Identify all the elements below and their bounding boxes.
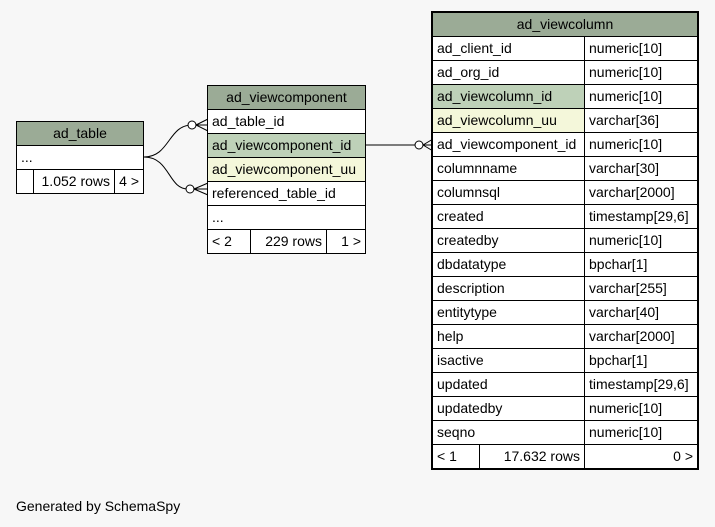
column-name: entitytype <box>433 301 584 324</box>
column-name: seqno <box>433 421 584 444</box>
column-type: varchar[36] <box>585 109 697 132</box>
table-row[interactable] <box>208 134 365 157</box>
footer-children: 0 > <box>585 445 697 468</box>
column-name: ad_viewcomponent_id <box>208 134 365 157</box>
table-row[interactable] <box>433 37 697 60</box>
edge-optional-marker <box>415 141 423 149</box>
footer-children: 1 > <box>327 230 365 253</box>
edge-crowfoot <box>194 183 208 195</box>
column-name: ad_viewcomponent_id <box>433 133 584 156</box>
table-title[interactable]: ad_table <box>17 122 143 145</box>
table-row[interactable] <box>433 133 697 156</box>
table-row[interactable] <box>433 61 697 84</box>
generated-by-label: Generated by SchemaSpy <box>16 498 181 514</box>
table-row[interactable] <box>433 325 697 348</box>
column-type: numeric[10] <box>585 397 697 420</box>
column-name: ad_org_id <box>433 61 584 84</box>
table-row[interactable] <box>433 109 697 132</box>
table-row[interactable] <box>433 253 697 276</box>
column-name: help <box>433 325 584 348</box>
footer-rows: 229 rows <box>251 230 326 253</box>
edge-optional-marker <box>188 121 196 129</box>
column-type: bpchar[1] <box>585 349 697 372</box>
table-title[interactable]: ad_viewcomponent <box>208 86 365 109</box>
table-row[interactable] <box>433 157 697 180</box>
column-name: created <box>433 205 584 228</box>
column-type: timestamp[29,6] <box>585 373 697 396</box>
table-row[interactable] <box>433 229 697 252</box>
column-name: ad_client_id <box>433 37 584 60</box>
column-ellipsis: ... <box>17 146 143 169</box>
column-type: numeric[10] <box>585 421 697 444</box>
edge-optional-marker <box>186 185 194 193</box>
table-row[interactable] <box>433 181 697 204</box>
footer-parents <box>17 170 33 193</box>
column-name: referenced_table_id <box>208 182 365 205</box>
column-type: numeric[10] <box>585 133 697 156</box>
column-type: bpchar[1] <box>585 253 697 276</box>
edge-referenced-table <box>144 157 188 189</box>
column-type: numeric[10] <box>585 61 697 84</box>
column-name: columnname <box>433 157 584 180</box>
column-type: varchar[2000] <box>585 325 697 348</box>
column-name: updatedby <box>433 397 584 420</box>
column-ellipsis: ... <box>208 206 365 229</box>
column-name: ad_viewcolumn_id <box>433 85 584 108</box>
footer-rows: 17.632 rows <box>480 445 584 468</box>
column-name: dbdatatype <box>433 253 584 276</box>
column-type: timestamp[29,6] <box>585 205 697 228</box>
column-name: isactive <box>433 349 584 372</box>
table-row[interactable] <box>433 301 697 324</box>
column-type: varchar[30] <box>585 157 697 180</box>
table-row[interactable] <box>433 349 697 372</box>
footer-rows: 1.052 rows <box>34 170 114 193</box>
column-name: createdby <box>433 229 584 252</box>
table-row[interactable] <box>433 205 697 228</box>
table-row[interactable] <box>433 277 697 300</box>
column-type: varchar[2000] <box>585 181 697 204</box>
table-title[interactable]: ad_viewcolumn <box>433 13 697 36</box>
table-row[interactable] <box>208 182 365 205</box>
footer-parents: < 2 <box>208 230 250 253</box>
table-row[interactable] <box>433 421 697 444</box>
column-name: ad_viewcomponent_uu <box>208 158 365 181</box>
table-row[interactable] <box>433 397 697 420</box>
column-name: ad_table_id <box>208 110 365 133</box>
column-name: columnsql <box>433 181 584 204</box>
column-name: updated <box>433 373 584 396</box>
footer-parents: < 1 <box>433 445 479 468</box>
table-row[interactable] <box>433 373 697 396</box>
column-name: description <box>433 277 584 300</box>
table-row[interactable] <box>208 110 365 133</box>
column-type: numeric[10] <box>585 229 697 252</box>
column-type: numeric[10] <box>585 85 697 108</box>
table-ad-table[interactable] <box>16 121 144 194</box>
table-row[interactable] <box>433 85 697 108</box>
table-ad-viewcolumn[interactable] <box>431 11 699 470</box>
column-type: varchar[40] <box>585 301 697 324</box>
footer-children: 4 > <box>115 170 143 193</box>
table-ad-viewcomponent[interactable] <box>207 85 366 254</box>
column-type: numeric[10] <box>585 37 697 60</box>
table-row[interactable] <box>208 158 365 181</box>
edge-viewcomponent-table <box>144 125 192 157</box>
column-name: ad_viewcolumn_uu <box>433 109 584 132</box>
column-type: varchar[255] <box>585 277 697 300</box>
